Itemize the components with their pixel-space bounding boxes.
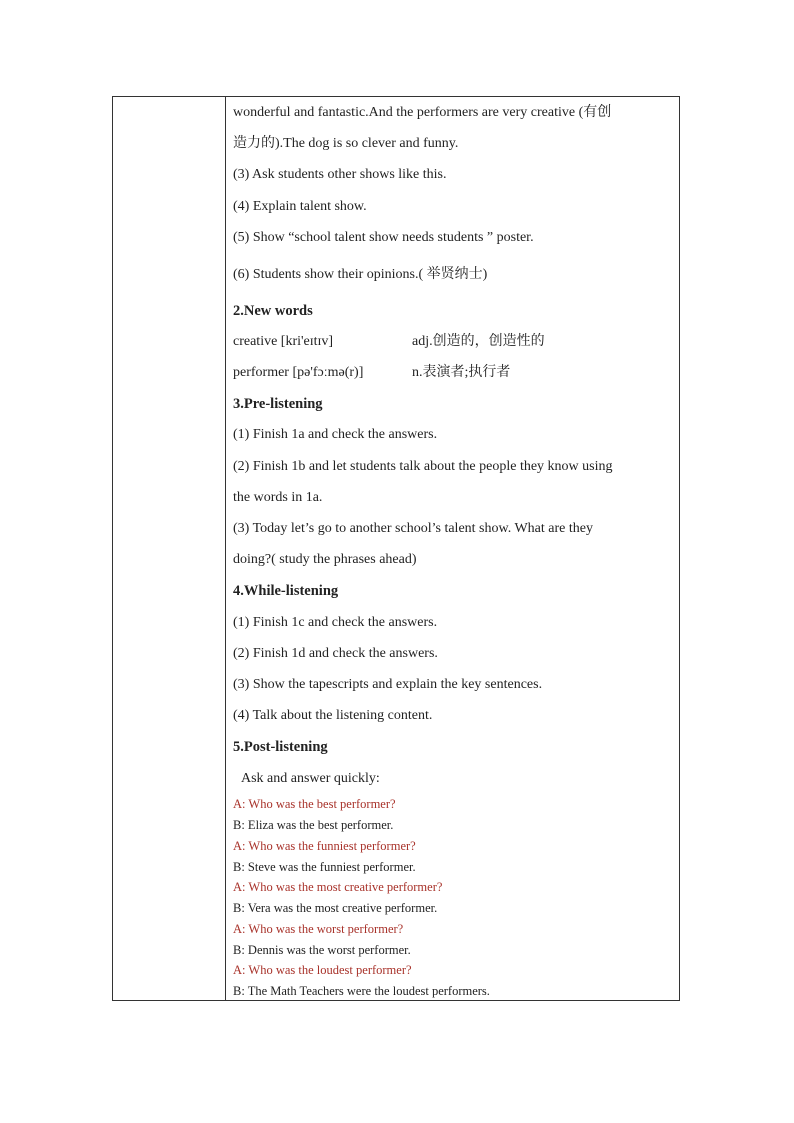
dialogue-question: A: Who was the worst performer?: [233, 922, 404, 936]
dialogue-answer: B: Eliza was the best performer.: [233, 818, 394, 832]
intro-line: (4) Explain talent show.: [233, 199, 367, 214]
dialogue-answer: B: Vera was the most creative performer.: [233, 901, 438, 915]
while-listening-line: (1) Finish 1c and check the answers.: [233, 615, 438, 630]
pre-listening-line: the words in 1a.: [233, 490, 323, 505]
lesson-table: [112, 96, 680, 1001]
section-heading-while-listening: 4.While-listening: [233, 583, 339, 599]
pre-listening-line: (2) Finish 1b and let students talk about the people they know using: [233, 459, 613, 474]
table-content-column: [226, 97, 679, 1000]
dialogue-question: A: Who was the most creative performer?: [233, 880, 443, 894]
vocab-meaning: n.表演者;执行者: [412, 365, 511, 380]
vocab-word: performer [pə'fɔːmə(r)]: [233, 365, 364, 380]
dialogue-question: A: Who was the funniest performer?: [233, 839, 416, 853]
vocab-meaning: adj.创造的，创造性的: [412, 334, 545, 349]
pre-listening-line: doing?( study the phrases ahead): [233, 552, 417, 567]
while-listening-line: (3) Show the tapescripts and explain the key sentences.: [233, 677, 543, 692]
intro-line: (6) Students show their opinions.( 举贤纳士): [233, 267, 488, 282]
section-heading-pre-listening: 3.Pre-listening: [233, 396, 323, 412]
vocab-word: creative [kri'eɪtɪv]: [233, 334, 334, 349]
dialogue-question: A: Who was the loudest performer?: [233, 963, 412, 977]
while-listening-line: (4) Talk about the listening content.: [233, 708, 433, 723]
while-listening-line: (2) Finish 1d and check the answers.: [233, 646, 438, 661]
intro-line: (5) Show “school talent show needs students ” poster.: [233, 230, 534, 245]
section-heading-new-words: 2.New words: [233, 303, 313, 319]
intro-line: wonderful and fantastic.And the performers are very creative (有创: [233, 105, 612, 120]
dialogue-answer: B: The Math Teachers were the loudest performers.: [233, 984, 490, 998]
intro-line: (3) Ask students other shows like this.: [233, 167, 447, 182]
dialogue-answer: B: Steve was the funniest performer.: [233, 860, 416, 874]
dialogue-question: A: Who was the best performer?: [233, 797, 396, 811]
post-listening-intro: Ask and answer quickly:: [241, 771, 380, 786]
table-left-column: [113, 97, 226, 1000]
intro-line: 造力的).The dog is so clever and funny.: [233, 136, 459, 151]
pre-listening-line: (3) Today let’s go to another school’s talent show. What are they: [233, 521, 593, 536]
pre-listening-line: (1) Finish 1a and check the answers.: [233, 427, 438, 442]
section-heading-post-listening: 5.Post-listening: [233, 739, 328, 755]
dialogue-answer: B: Dennis was the worst performer.: [233, 943, 411, 957]
